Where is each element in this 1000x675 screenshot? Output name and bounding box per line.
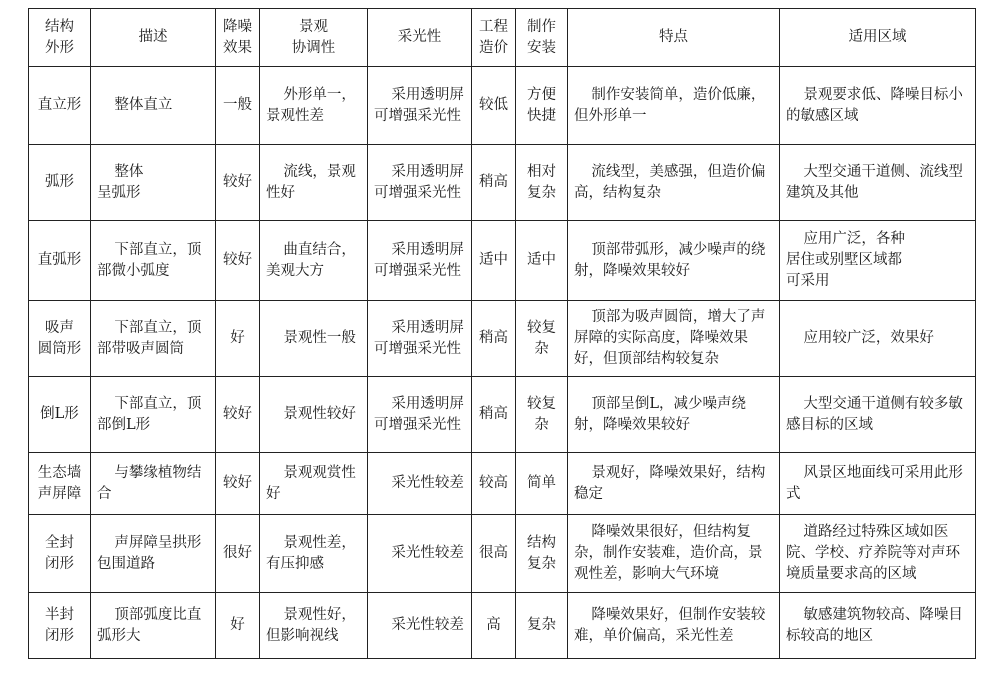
cell-description: 整体 呈弧形 [91,145,216,221]
cell-shape: 半封 闭形 [29,593,91,659]
cell-shape: 直弧形 [29,221,91,301]
cell-description: 下部直立，顶部倒L形 [91,377,216,453]
cell-installation: 较复杂 [516,377,568,453]
header-landscape: 景观 协调性 [260,9,368,67]
header-lighting: 采光性 [368,9,472,67]
cell-landscape: 景观性差，有压抑感 [260,515,368,593]
cell-landscape: 景观性好，但影响视线 [260,593,368,659]
header-row [29,9,976,67]
cell-shape: 弧形 [29,145,91,221]
cell-lighting: 采用透明屏可增强采光性 [368,145,472,221]
cell-installation: 适中 [516,221,568,301]
cell-description: 下部直立，顶部带吸声圆筒 [91,301,216,377]
cell-noise-reduction: 较好 [216,377,260,453]
cell-cost: 较低 [472,67,516,145]
cell-features: 顶部呈倒L，减少噪声绕射，降噪效果较好 [568,377,780,453]
cell-cost: 稍高 [472,377,516,453]
cell-applicable-area: 应用较广泛，效果好 [780,301,976,377]
cell-features: 顶部为吸声圆筒，增大了声屏障的实际高度，降噪效果好，但顶部结构较复杂 [568,301,780,377]
comparison-table-container [28,8,976,659]
cell-landscape: 流线，景观性好 [260,145,368,221]
cell-description: 与攀缘植物结合 [91,453,216,515]
cell-applicable-area: 应用广泛，各种 居住或别墅区域都 可采用 [780,221,976,301]
cell-shape: 全封 闭形 [29,515,91,593]
cell-lighting: 采用透明屏可增强采光性 [368,377,472,453]
table-row [29,377,976,453]
cell-installation: 复杂 [516,593,568,659]
header-installation: 制作 安装 [516,9,568,67]
cell-cost: 稍高 [472,145,516,221]
cell-lighting: 采用透明屏可增强采光性 [368,67,472,145]
cell-lighting: 采用透明屏可增强采光性 [368,221,472,301]
cell-installation: 较复杂 [516,301,568,377]
cell-landscape: 曲直结合，美观大方 [260,221,368,301]
cell-lighting: 采用透明屏可增强采光性 [368,301,472,377]
table-row [29,67,976,145]
cell-shape: 吸声 圆筒形 [29,301,91,377]
header-shape: 结构 外形 [29,9,91,67]
cell-applicable-area: 大型交通干道侧、流线型建筑及其他 [780,145,976,221]
cell-applicable-area: 大型交通干道侧有较多敏感目标的区域 [780,377,976,453]
table-row [29,515,976,593]
cell-lighting: 采光性较差 [368,453,472,515]
cell-applicable-area: 道路经过特殊区域如医院、学校、疗养院等对声环境质量要求高的区域 [780,515,976,593]
header-description: 描述 [91,9,216,67]
cell-landscape: 景观性一般 [260,301,368,377]
cell-cost: 较高 [472,453,516,515]
cell-cost: 高 [472,593,516,659]
cell-shape: 倒L形 [29,377,91,453]
cell-noise-reduction: 一般 [216,67,260,145]
table-row [29,453,976,515]
header-noise-reduction: 降噪 效果 [216,9,260,67]
cell-features: 流线型，美感强，但造价偏高，结构复杂 [568,145,780,221]
cell-landscape: 外形单一，景观性差 [260,67,368,145]
cell-description: 下部直立，顶部微小弧度 [91,221,216,301]
header-cost: 工程 造价 [472,9,516,67]
cell-features: 降噪效果很好，但结构复杂，制作安装难，造价高，景观性差，影响大气环境 [568,515,780,593]
cell-description: 声屏障呈拱形包围道路 [91,515,216,593]
cell-shape: 直立形 [29,67,91,145]
table-row [29,221,976,301]
table-row [29,145,976,221]
cell-noise-reduction: 较好 [216,221,260,301]
cell-lighting: 采光性较差 [368,515,472,593]
cell-installation: 简单 [516,453,568,515]
cell-noise-reduction: 较好 [216,145,260,221]
header-features: 特点 [568,9,780,67]
cell-applicable-area: 景观要求低、降噪目标小的敏感区域 [780,67,976,145]
cell-cost: 很高 [472,515,516,593]
cell-features: 降噪效果好，但制作安装较难，单价偏高，采光性差 [568,593,780,659]
cell-shape: 生态墙 声屏障 [29,453,91,515]
cell-features: 制作安装简单，造价低廉，但外形单一 [568,67,780,145]
cell-landscape: 景观观赏性好 [260,453,368,515]
header-applicable-area: 适用区域 [780,9,976,67]
cell-applicable-area: 敏感建筑物较高、降噪目标较高的地区 [780,593,976,659]
cell-description: 顶部弧度比直弧形大 [91,593,216,659]
cell-cost: 适中 [472,221,516,301]
cell-noise-reduction: 好 [216,301,260,377]
cell-noise-reduction: 很好 [216,515,260,593]
noise-barrier-comparison-table [28,8,976,659]
cell-features: 景观好，降噪效果好，结构稳定 [568,453,780,515]
cell-installation: 结构 复杂 [516,515,568,593]
table-row [29,301,976,377]
table-row [29,593,976,659]
cell-landscape: 景观性较好 [260,377,368,453]
cell-features: 顶部带弧形，减少噪声的绕射，降噪效果较好 [568,221,780,301]
cell-applicable-area: 风景区地面线可采用此形式 [780,453,976,515]
cell-lighting: 采光性较差 [368,593,472,659]
cell-description: 整体直立 [91,67,216,145]
cell-cost: 稍高 [472,301,516,377]
cell-noise-reduction: 好 [216,593,260,659]
cell-installation: 方便快捷 [516,67,568,145]
cell-installation: 相对复杂 [516,145,568,221]
cell-noise-reduction: 较好 [216,453,260,515]
